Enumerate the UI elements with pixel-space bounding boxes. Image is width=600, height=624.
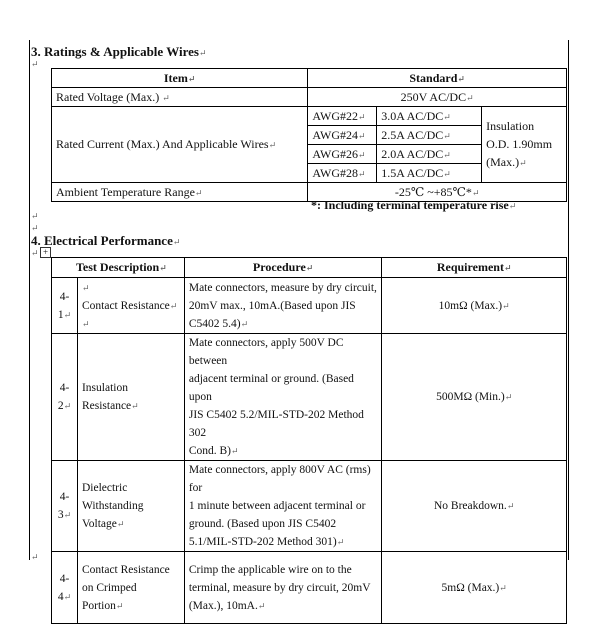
ambient-temp-label: Ambient Temperature Range↵	[52, 183, 308, 202]
procedure-cell: Mate connectors, apply 500V DC between adjacent terminal or ground. (Based upon JIS C5402 5.2/MIL-STD-202 Method 302 Cond. B)↵	[184, 334, 382, 461]
insulation-line: (Max.)↵	[486, 155, 527, 169]
ratings-header-row	[52, 69, 567, 88]
insulation-line: Insulation	[486, 119, 535, 133]
rated-voltage-value: 250V AC/DC↵	[308, 88, 567, 107]
current-cell: 2.0A AC/DC↵	[377, 145, 482, 164]
paragraph-mark: ↵	[31, 552, 39, 562]
current-cell: 1.5A AC/DC↵	[377, 164, 482, 183]
rated-current-label: Rated Current (Max.) And Applicable Wires↵	[52, 107, 308, 183]
performance-row	[52, 461, 567, 552]
requirement-cell: 5mΩ (Max.)↵	[382, 552, 567, 624]
paragraph-mark: ↵	[31, 248, 39, 258]
insulation-line: O.D. 1.90mm	[486, 137, 553, 151]
performance-row	[52, 334, 567, 461]
awg-cell: AWG#24↵	[308, 126, 377, 145]
current-cell: 3.0A AC/DC↵	[377, 107, 482, 126]
row-number: 4-3↵	[52, 461, 78, 552]
awg-cell: AWG#22↵	[308, 107, 377, 126]
requirement-cell: No Breakdown.↵	[382, 461, 567, 552]
ambient-temp-value: -25℃ ~+85℃*↵	[308, 183, 567, 202]
ratings-table	[51, 68, 567, 202]
test-description: ↵ Contact Resistance↵ ↵	[77, 278, 184, 334]
electrical-performance-table	[51, 257, 567, 624]
test-description: Insulation Resistance↵	[77, 334, 184, 461]
current-cell: 2.5A AC/DC↵	[377, 126, 482, 145]
paragraph-mark: ↵	[31, 59, 39, 69]
row-number: 4-2↵	[52, 334, 78, 461]
section-3-title: 3. Ratings & Applicable Wires	[31, 44, 199, 59]
rated-voltage-row	[52, 88, 567, 107]
test-description-header: Test Description↵	[52, 258, 185, 278]
row-number: 4-4↵	[52, 552, 78, 624]
requirement-header: Requirement↵	[382, 258, 567, 278]
section-4-heading	[31, 233, 180, 250]
test-description: Dielectric Withstanding Voltage↵	[77, 461, 184, 552]
paragraph-mark: ↵	[31, 211, 39, 221]
performance-row	[52, 552, 567, 624]
section-3-heading	[31, 44, 207, 61]
row-number: 4-1↵	[52, 278, 78, 334]
paragraph-mark: ↵	[172, 237, 181, 247]
standard-header: Standard↵	[308, 69, 567, 88]
performance-row	[52, 278, 567, 334]
paragraph-mark: ↵	[31, 223, 39, 233]
awg-cell: AWG#28↵	[308, 164, 377, 183]
procedure-cell: Crimp the applicable wire on to the terminal, measure by dry circuit, 20mV (Max.), 10mA.↵	[184, 552, 382, 624]
rated-voltage-label: Rated Voltage (Max.) ↵	[52, 88, 308, 107]
test-description: Contact Resistance on Crimped Portion↵	[77, 552, 184, 624]
section-4-title: 4. Electrical Performance	[31, 233, 173, 248]
awg-cell: AWG#26↵	[308, 145, 377, 164]
insulation-cell	[482, 107, 567, 183]
right-margin-line	[568, 40, 569, 560]
requirement-cell: 500MΩ (Min.)↵	[382, 334, 567, 461]
procedure-cell: Mate connectors, apply 800V AC (rms) for 1 minute between adjacent terminal or ground. (Based upon JIS C5402 5.1/MIL-STD-202 Method 301)↵	[184, 461, 382, 552]
performance-header-row	[52, 258, 567, 278]
procedure-header: Procedure↵	[184, 258, 382, 278]
procedure-cell: Mate connectors, measure by dry circuit, 20mV max., 10mA.(Based upon JIS C5402 5.4)↵	[184, 278, 382, 334]
left-margin-line	[29, 40, 30, 560]
paragraph-mark: ↵	[198, 48, 207, 58]
item-header: Item↵	[52, 69, 308, 88]
temperature-note: *: Including terminal temperature rise↵	[311, 198, 517, 212]
rated-current-row	[52, 107, 567, 126]
table-move-handle-icon[interactable]: +	[40, 247, 51, 258]
requirement-cell: 10mΩ (Max.)↵	[382, 278, 567, 334]
